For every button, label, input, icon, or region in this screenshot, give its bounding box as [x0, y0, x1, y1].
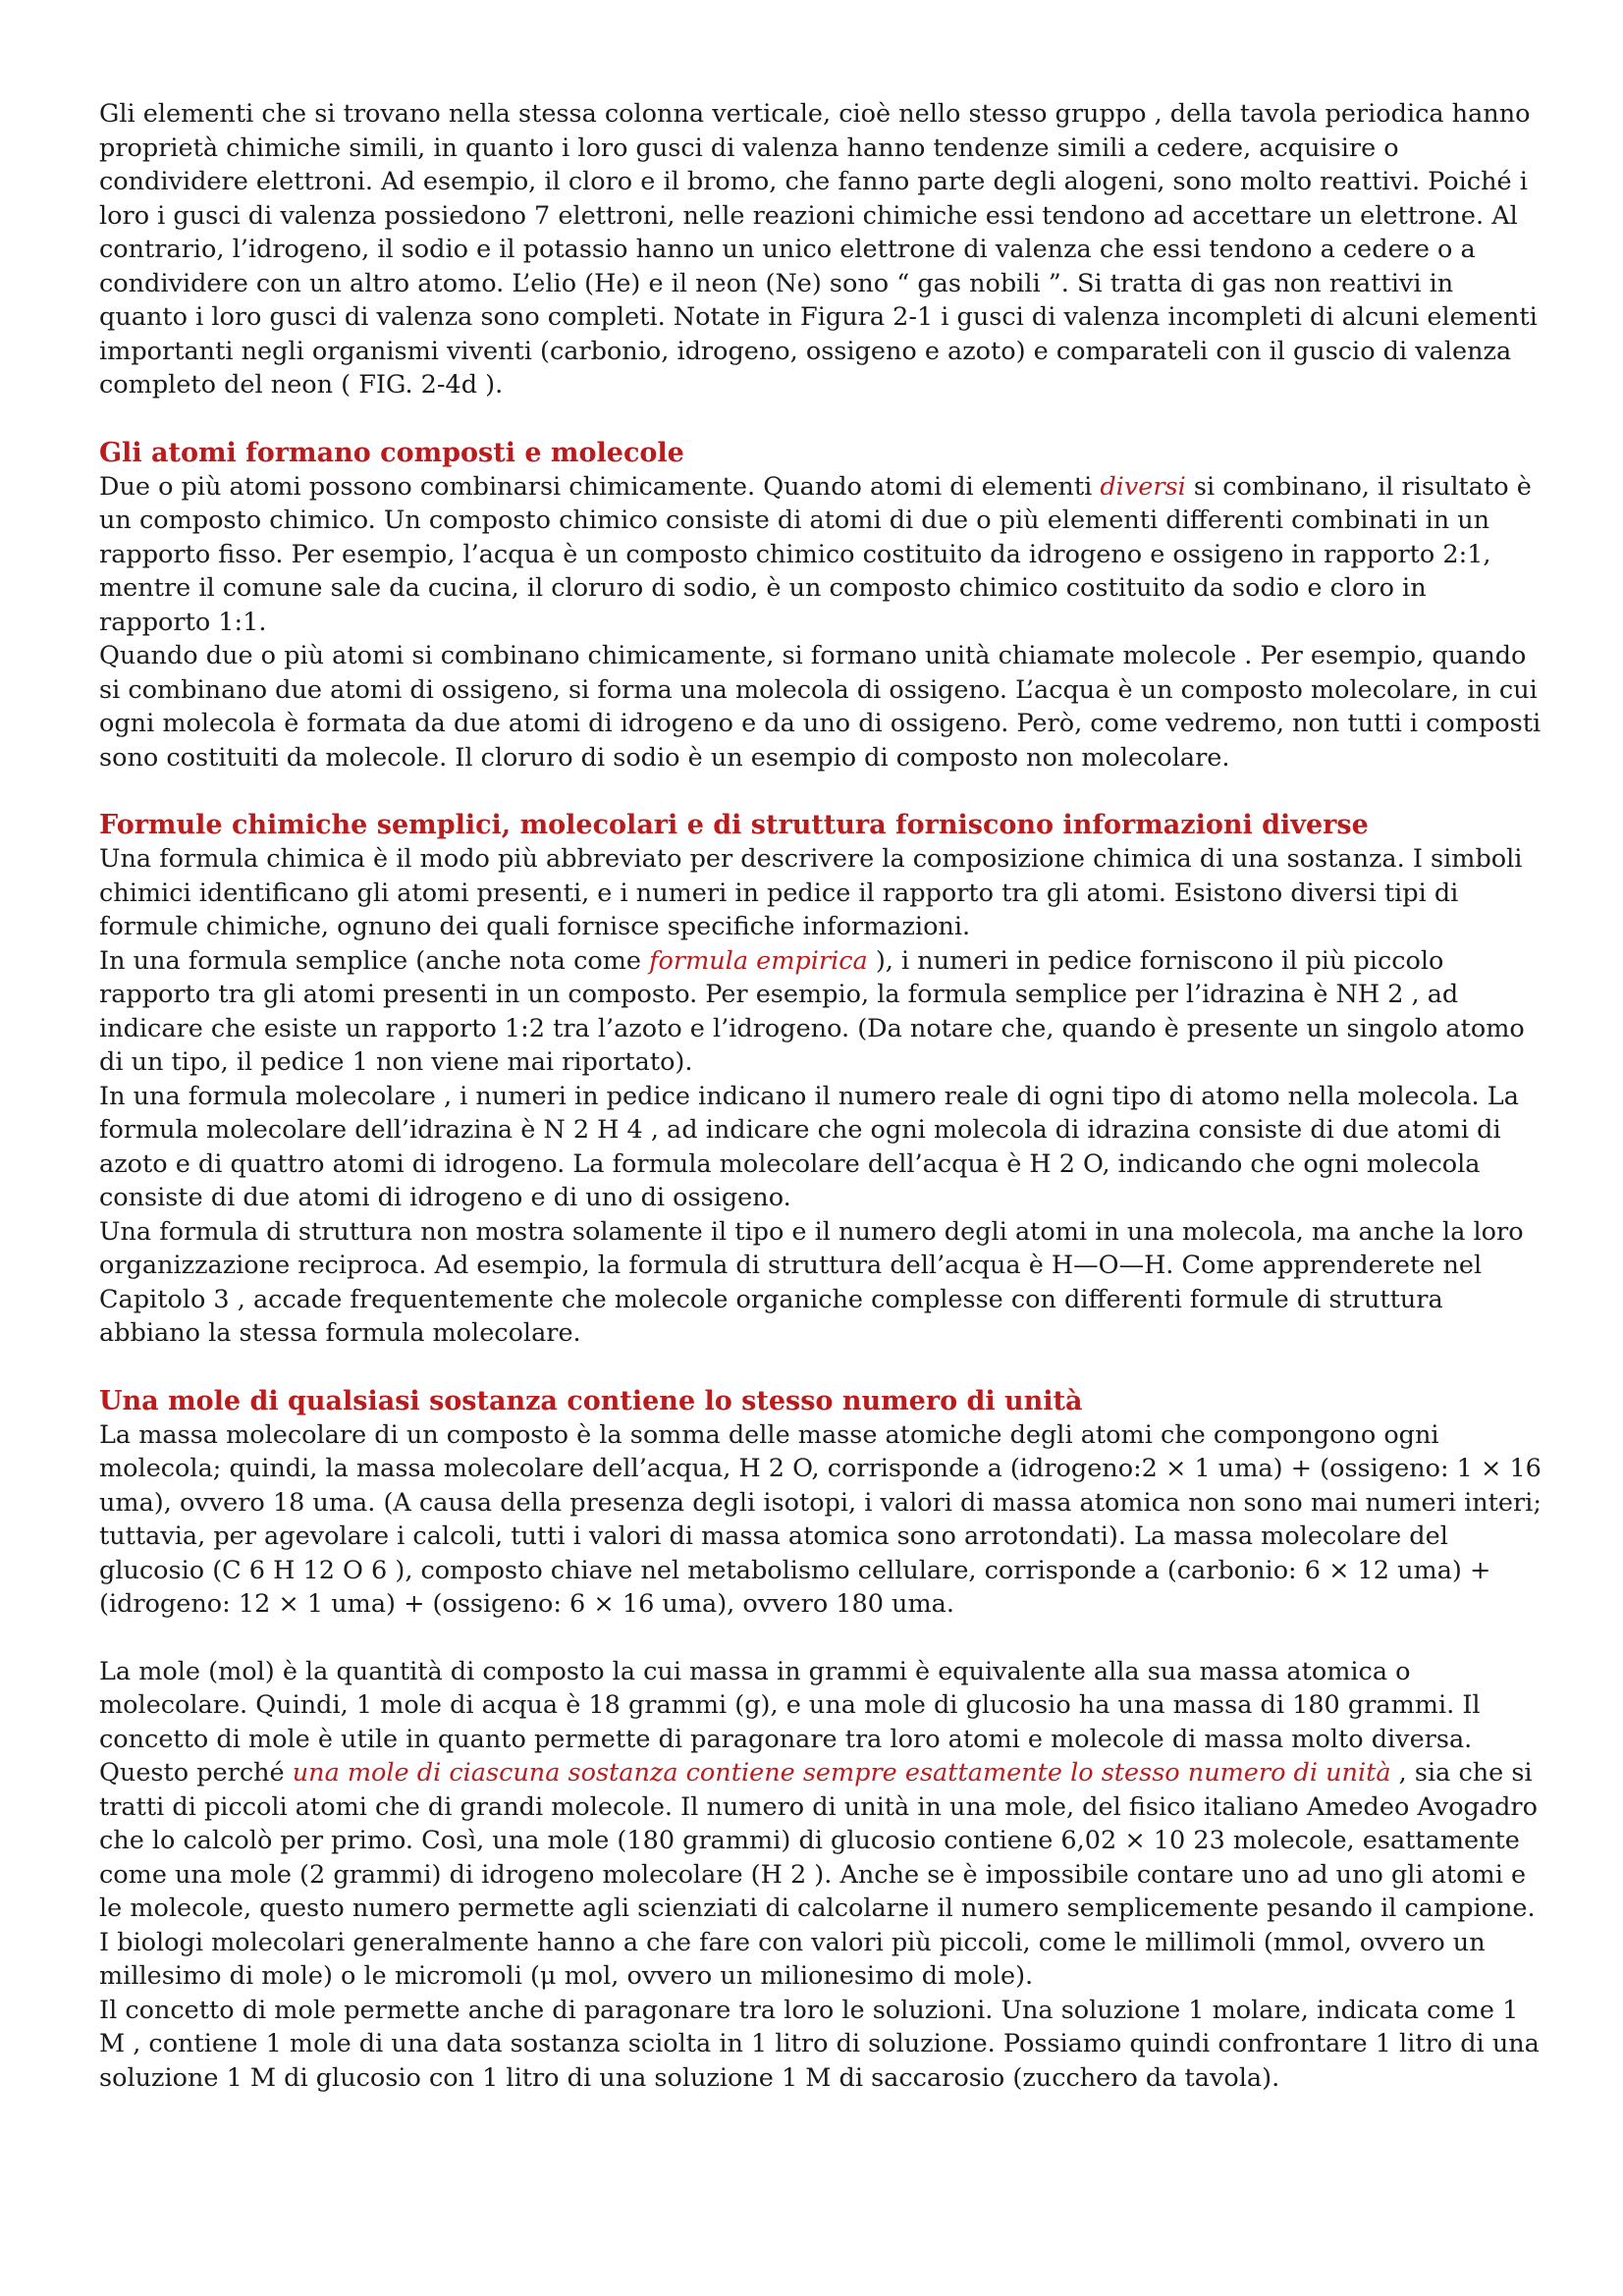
section2-paragraph-3: In una formula molecolare , i numeri in pedice indicano il numero reale di ogni tipo di atomo nella molecola. La formula molecolare dell’idrazina è N 2 H 4 , ad indicare che ogni molecola di idrazina consiste di due atomi di azoto e di quattro atomi di idrogeno. La formula molecolare dell’acqua è H 2 O, indicando che ogni molecola consiste di due atomi di idrogeno e di uno di ossigeno. [99, 1081, 1519, 1212]
text-run: Due o più atomi possono combinarsi chimicamente. Quando atomi di elementi [99, 471, 1101, 502]
section3-paragraph-1: La massa molecolare di un composto è la somma delle masse atomiche degli atomi che compongono ogni molecola; quindi, la massa molecolare dell’acqua, H 2 O, corrisponde a (idrogeno:2 × 1 uma) + (ossigeno: 1 × 16 uma), ovvero 18 uma. (A causa della presenza degli isotopi, i valori di massa atomica non sono mai numeri interi; tuttavia, per agevolare i calcoli, tutti i valori di massa atomica sono arrotondati). La massa molecolare del glucosio (C 6 H 12 O 6 ), composto chiave nel metabolismo cellulare, corrisponde a (carbonio: 6 × 12 uma) + (idrogeno: 12 × 1 uma) + (ossigeno: 6 × 16 uma), ovvero 180 uma. [99, 1419, 1542, 1619]
emphasis-formula-empirica: formula empirica [649, 945, 868, 976]
text-run: si combinano, il risultato è un composto chimico. Un composto chimico consiste di atomi di due o più elementi differenti combinati in un rapporto fisso. Per esempio, l’acqua è un composto chimico costituito da idrogeno e ossigeno in rapporto 2:1, mentre il comune sale da cucina, il cloruro di sodio, è un composto chimico costituito da sodio e cloro in rapporto 1:1. [99, 471, 1532, 637]
paragraph-spacer [99, 1622, 1542, 1655]
text-run: ), i numeri in pedice forniscono il più piccolo rapporto tra gli atomi presenti in un composto. Per esempio, la formula semplice per l’idrazina è NH 2 , ad indicare che esiste un rapporto 1:2 tra l’azoto e l’idrogeno. (Da notare che, quando è presente un singolo atomo di un tipo, il pedice 1 non viene mai riportato). [99, 945, 1525, 1077]
section2-paragraph-4: Una formula di struttura non mostra solamente il tipo e il numero degli atomi in una molecola, ma anche la loro organizzazione reciproca. Ad esempio, la formula di struttura dell’acqua è H—O—H. Come apprenderete nel Capitolo 3 , accade frequentemente che molecole organiche complesse con differenti formule di struttura abbiano la stessa formula molecolare. [99, 1216, 1524, 1348]
document-body [99, 97, 1542, 2095]
section2-paragraph-2 [99, 944, 1542, 1080]
section-spacer [99, 402, 1542, 436]
section-spacer [99, 1351, 1542, 1384]
section1-paragraph-1 [99, 470, 1542, 640]
section3-paragraph-3: Il concetto di mole permette anche di paragonare tra loro le soluzioni. Una soluzione 1 molare, indicata come 1 M , contiene 1 mole di una data sostanza sciolta in 1 litro di soluzione. Possiamo quindi confrontare 1 litro di una soluzione 1 M di glucosio con 1 litro di una soluzione 1 M di saccarosio (zucchero da tavola). [99, 1995, 1540, 2093]
emphasis-diversi: diversi [1100, 471, 1186, 502]
section2-paragraph-1: Una formula chimica è il modo più abbreviato per descrivere la composizione chimica di una sostanza. I simboli chimici identificano gli atomi presenti, e i numeri in pedice il rapporto tra gli atomi. Esistono diversi tipi di formule chimiche, ognuno dei quali fornisce specifiche informazioni. [99, 844, 1523, 941]
text-run: , sia che si tratti di piccoli atomi che di grandi molecole. Il numero di unità in una mole, del fisico italiano Amedeo Avogadro che lo calcolò per primo. Così, una mole (180 grammi) di glucosio contiene 6,02 × 10 23 molecole, esattamente come una mole (2 grammi) di idrogeno molecolare (H 2 ). Anche se è impossibile contare uno ad uno gli atomi e le molecole, questo numero permette agli scienziati di calcolarne il numero semplicemente pesando il campione. I biologi molecolari generalmente hanno a che fare con valori più piccoli, come le millimoli (mmol, ovvero un millesimo di mole) o le micromoli (μ mol, ovvero un milionesimo di mole). [99, 1758, 1538, 1991]
section-heading-mole: Una mole di qualsiasi sostanza contiene lo stesso numero di unità [99, 1385, 1083, 1416]
section-heading-atoms-compounds: Gli atomi formano composti e molecole [99, 437, 684, 468]
emphasis-mole-definition: una mole di ciascuna sostanza contiene sempre esattamente lo stesso numero di unità [292, 1758, 1391, 1788]
text-run: La mole (mol) è la quantità di composto la cui massa in grammi è equivalente alla sua massa atomica o molecolare. Quindi, 1 mole di acqua è 18 grammi (g), e una mole di glucosio ha una massa di 180 grammi. Il concetto di mole è utile in quanto permette di paragonare tra loro atomi e molecole di massa molto diversa. Questo perché [99, 1656, 1481, 1788]
intro-paragraph: Gli elementi che si trovano nella stessa colonna verticale, cioè nello stesso gruppo , della tavola periodica hanno proprietà chimiche simili, in quanto i loro gusci di valenza hanno tendenze simili a cedere, acquisire o condividere elettroni. Ad esempio, il cloro e il bromo, che fanno parte degli alogeni, sono molto reattivi. Poiché i loro i gusci di valenza possiedono 7 elettroni, nelle reazioni chimiche essi tendono ad accettare un elettrone. Al contrario, l’idrogeno, il sodio e il potassio hanno un unico elettrone di valenza che essi tendono a cedere o a condividere con un altro atomo. L’elio (He) e il neon (Ne) sono “ gas nobili ”. Si tratta di gas non reattivi in quanto i loro gusci di valenza sono completi. Notate in Figura 2-1 i gusci di valenza incompleti di alcuni elementi importanti negli organismi viventi (carbonio, idrogeno, ossigeno e azoto) e comparateli con il guscio di valenza completo del neon ( FIG. 2-4d ). [99, 99, 1538, 400]
text-run: In una formula semplice (anche nota come [99, 945, 650, 976]
section3-paragraph-2 [99, 1655, 1542, 1994]
section1-paragraph-2: Quando due o più atomi si combinano chimicamente, si formano unità chiamate molecole . Per esempio, quando si combinano due atomi di ossigeno, si forma una molecola di ossigeno. L’acqua è un composto molecolare, in cui ogni molecola è formata da due atomi di idrogeno e da uno di ossigeno. Però, come vedremo, non tutti i composti sono costituiti da molecole. Il cloruro di sodio è un esempio di composto non molecolare. [99, 641, 1542, 773]
section-heading-chemical-formulas: Formule chimiche semplici, molecolari e di struttura forniscono informazioni diverse [99, 810, 1369, 840]
section-spacer [99, 774, 1542, 808]
